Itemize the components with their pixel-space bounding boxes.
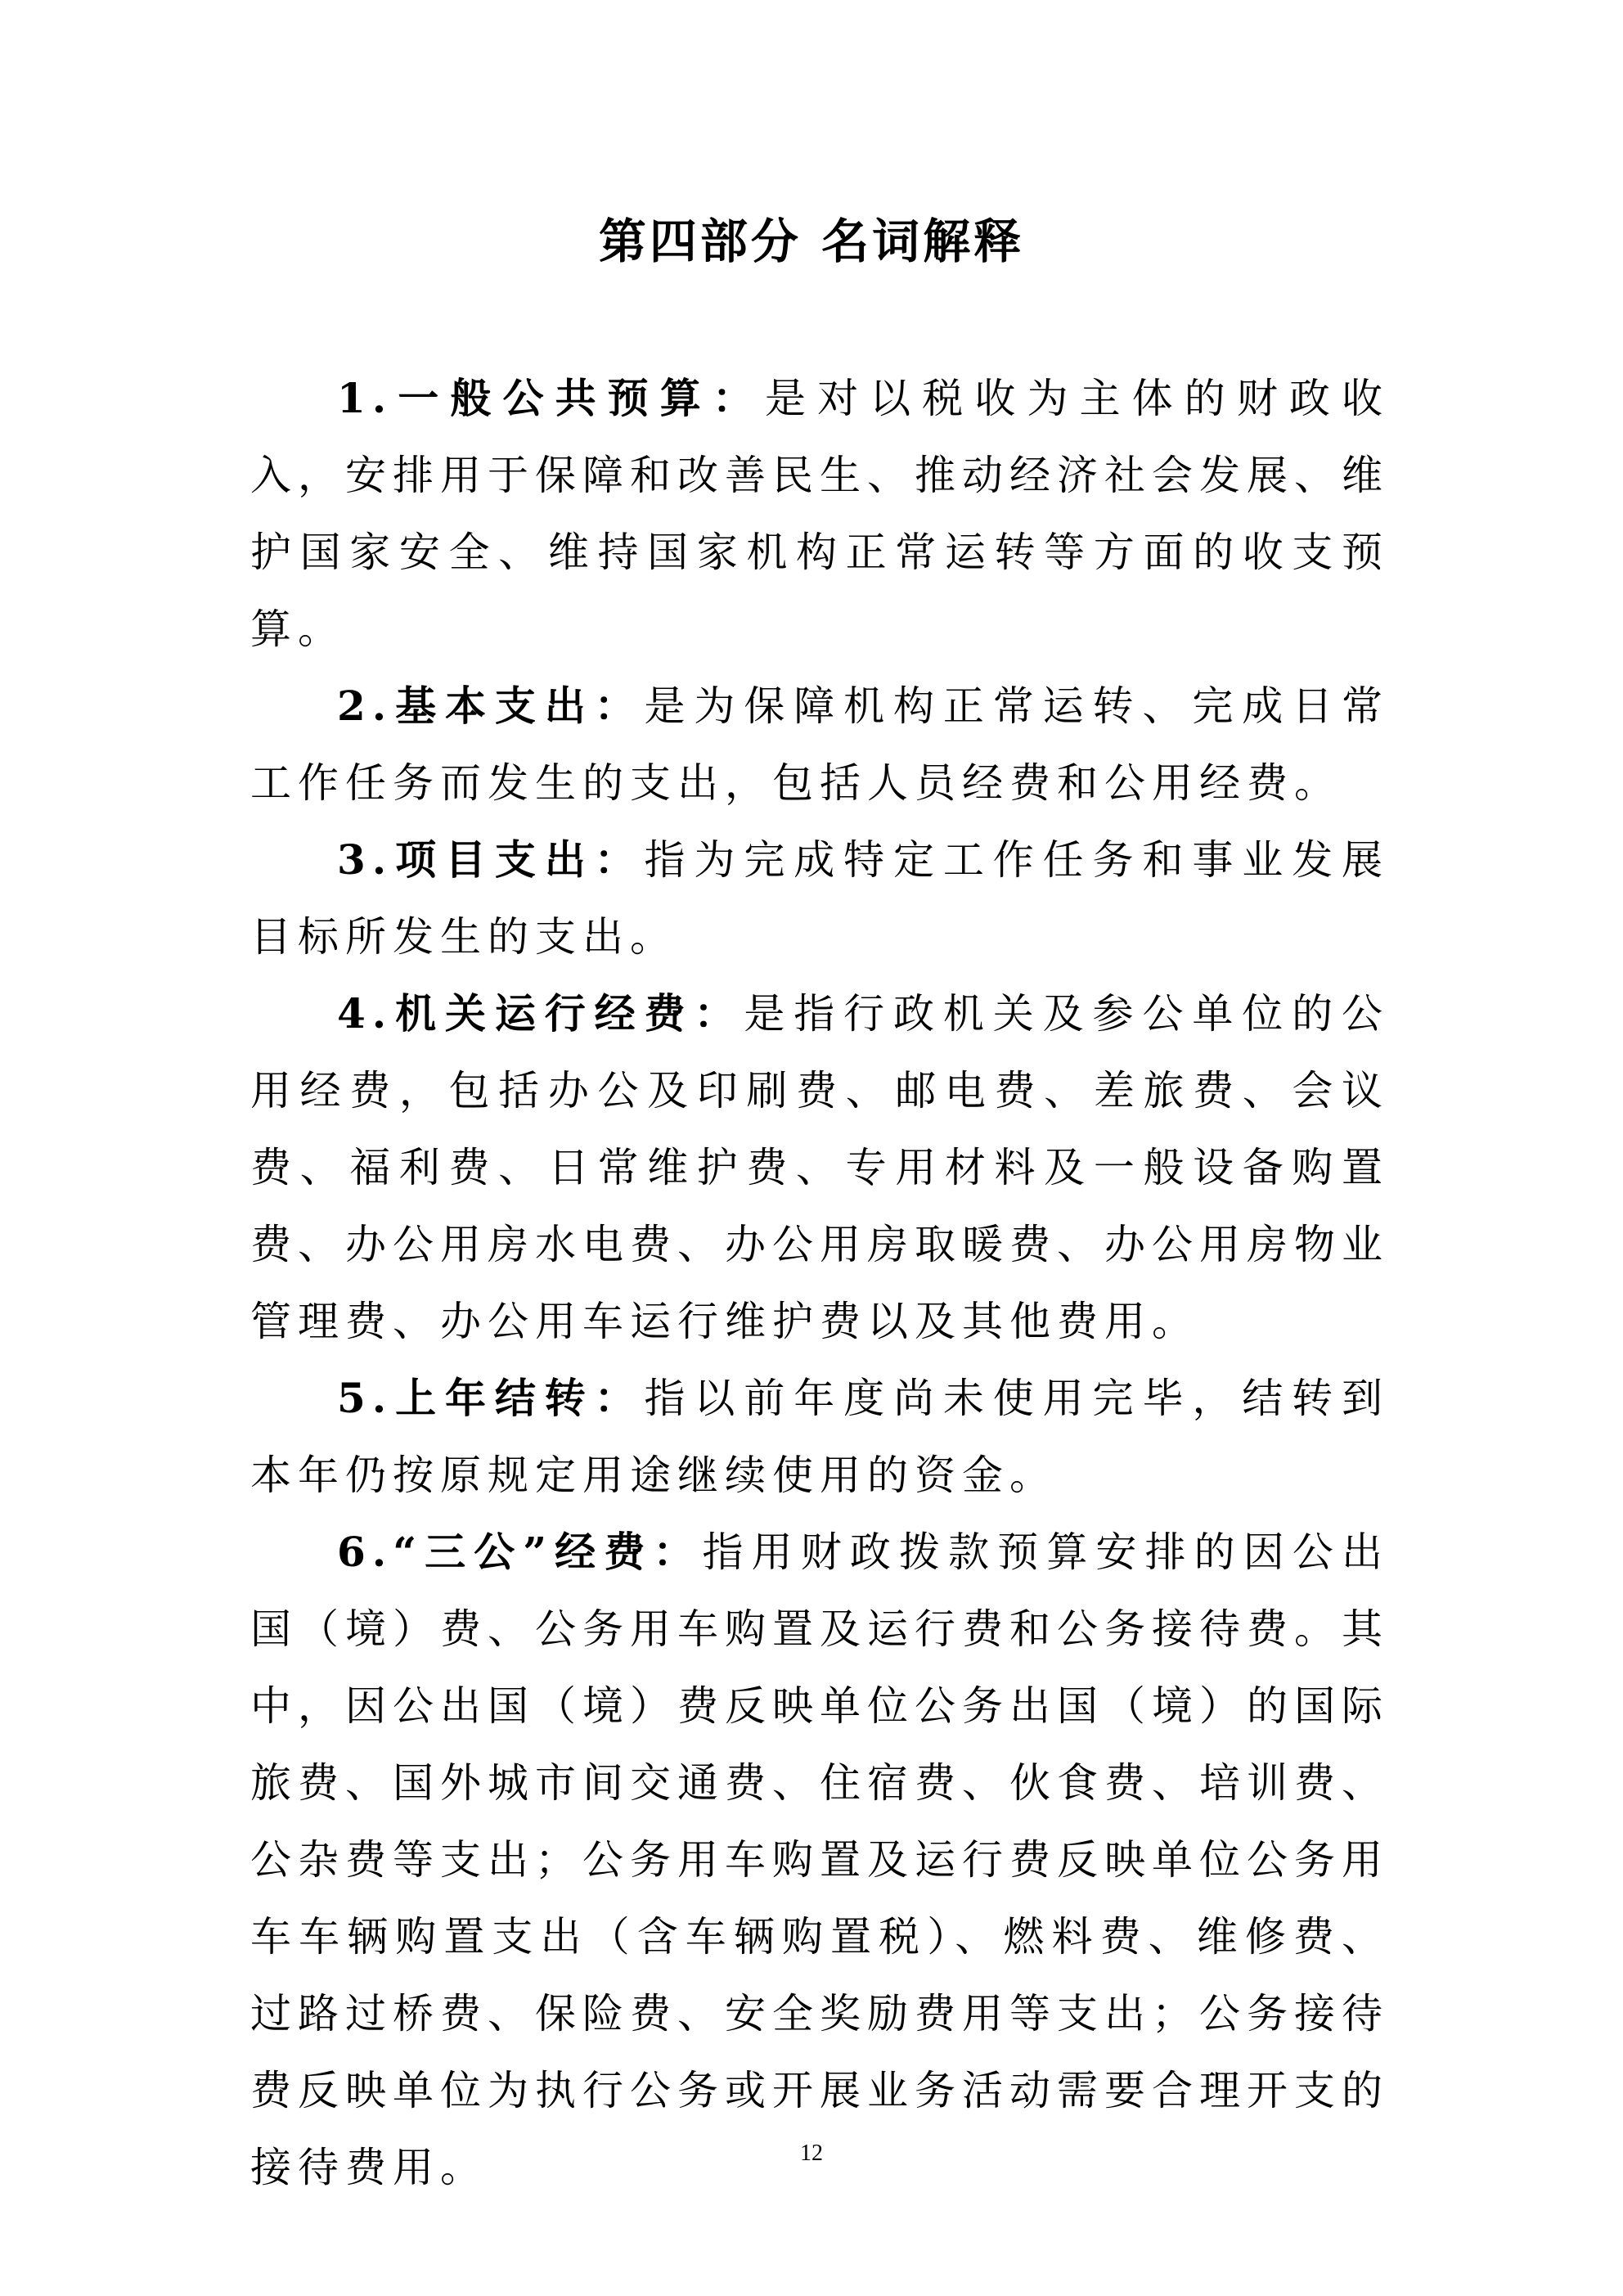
page-number: 12	[800, 2141, 823, 2166]
definitions-list	[250, 360, 1389, 2206]
definition-text: 是指行政机关及参公单位的公用经费，包括办公及印刷费、邮电费、差旅费、会议费、福利费、日常维护费、专用材料及一般设备购置费、办公用房水电费、办公用房取暖费、办公用房物业管理费、办公用车运行维护费以及其他费用。	[250, 990, 1390, 1345]
definition-term: 6.“三公”经费：	[337, 1528, 703, 1576]
definition-item	[250, 1360, 1389, 1514]
definition-text: 是为保障机构正常运转、完成日常工作任务而发生的支出，包括人员经费和公用经费。	[250, 682, 1390, 807]
definition-item	[250, 975, 1389, 1360]
page-title: 第四部分 名词解释	[598, 214, 1025, 269]
definition-text: 是对以税收为主体的财政收入，安排用于保障和改善民生、推动经济社会发展、维护国家安全、维持国家机构正常运转等方面的收支预算。	[250, 375, 1390, 653]
definition-term: 3.项目支出：	[337, 835, 645, 884]
definition-item	[250, 822, 1389, 975]
definition-text: 指用财政拨款预算安排的因公出国（境）费、公务用车购置及运行费和公务接待费。其中，因公出国（境）费反映单位公务出国（境）的国际旅费、国外城市间交通费、住宿费、伙食费、培训费、公杂费等支出；公务用车购置及运行费反映单位公务用车车辆购置支出（含车辆购置税）、燃料费、维修费、过路过桥费、保险费、安全奖励费用等支出；公务接待费反映单位为执行公务或开展业务活动需要合理开支的接待费用。	[250, 1528, 1389, 2191]
definition-text: 指为完成特定工作任务和事业发展目标所发生的支出。	[250, 836, 1390, 961]
definition-term: 2.基本支出：	[337, 682, 645, 730]
definition-item	[250, 360, 1389, 668]
definition-term: 5.上年结转：	[337, 1374, 645, 1422]
definition-text: 指以前年度尚未使用完毕，结转到本年仍按原规定用途继续使用的资金。	[250, 1375, 1390, 1499]
definition-item	[250, 668, 1389, 822]
definition-term: 1.一般公共预算：	[337, 374, 765, 422]
definition-item	[250, 1514, 1389, 2206]
definition-term: 4.机关运行经费：	[337, 989, 744, 1038]
